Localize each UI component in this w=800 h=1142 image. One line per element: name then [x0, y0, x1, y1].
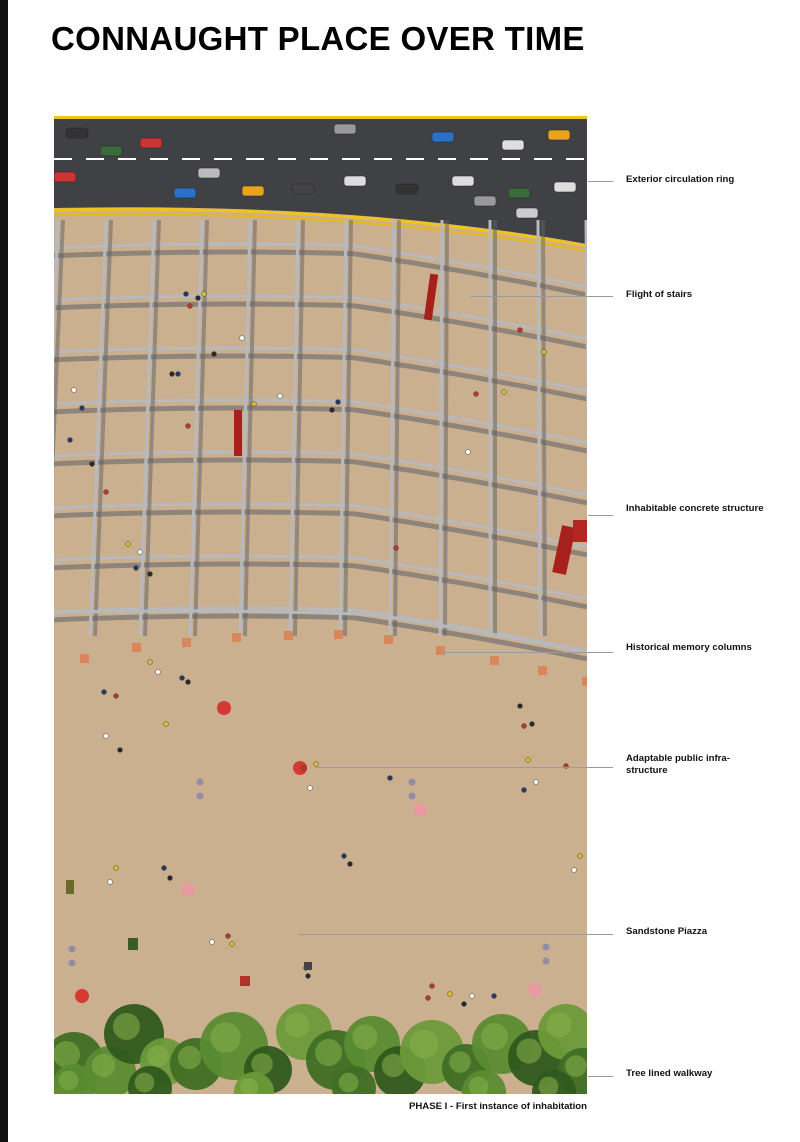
callout-line-tree-lined-walkway [588, 1076, 613, 1077]
person-icon [470, 994, 475, 999]
car-icon [548, 130, 570, 140]
person-icon [212, 352, 217, 357]
seat-marker [543, 958, 550, 965]
person-icon [104, 734, 109, 739]
person-icon [348, 862, 353, 867]
seat-marker [197, 793, 204, 800]
tree-highlight [251, 1053, 273, 1075]
person-icon [148, 572, 153, 577]
person-icon [302, 766, 307, 771]
column-icon [334, 630, 343, 639]
site-plan [54, 116, 587, 1094]
car-icon [334, 124, 356, 134]
person-icon [102, 690, 107, 695]
column-icon [284, 631, 293, 640]
person-icon [474, 392, 479, 397]
person-icon [522, 724, 527, 729]
grid-shadow [543, 220, 545, 636]
person-icon [162, 866, 167, 871]
person-icon [306, 974, 311, 979]
tree-highlight [210, 1022, 241, 1053]
phase-caption: PHASE I - First instance of inhabitation [408, 1101, 587, 1112]
column-icon [232, 633, 241, 642]
person-icon [68, 438, 73, 443]
car-icon [100, 146, 122, 156]
person-icon [518, 328, 523, 333]
tree-highlight [92, 1054, 115, 1077]
person-icon [518, 704, 523, 709]
person-icon [278, 394, 283, 399]
person-icon [196, 296, 201, 301]
person-icon [526, 758, 531, 763]
person-icon [72, 388, 77, 393]
callout-line-inhabitable-concrete-structure [588, 515, 613, 516]
car-icon [396, 184, 418, 194]
person-icon [522, 788, 527, 793]
callout-line-historical-memory-columns [440, 652, 613, 653]
person-icon [108, 880, 113, 885]
tree-highlight [284, 1012, 309, 1037]
person-icon [90, 462, 95, 467]
callout-historical-memory-columns: Historical memory columns [626, 642, 752, 653]
person-icon [336, 400, 341, 405]
person-icon [448, 992, 453, 997]
person-icon [314, 762, 319, 767]
grid-shadow [445, 220, 447, 636]
tree-highlight [54, 1041, 80, 1068]
callout-inhabitable-concrete-structure: Inhabitable concrete structure [626, 503, 764, 514]
grid-column [538, 220, 540, 636]
car-icon [452, 176, 474, 186]
person-icon [534, 780, 539, 785]
person-icon [230, 942, 235, 947]
callout-adaptable-public-infrastructure: Adaptable public infra-structure [626, 753, 730, 776]
person-icon [430, 984, 435, 989]
person-icon [186, 680, 191, 685]
column-icon [80, 654, 89, 663]
callout-line-exterior-circulation-ring [588, 181, 613, 182]
tree-highlight [315, 1039, 342, 1066]
person-icon [210, 940, 215, 945]
page-edge-bar [0, 0, 8, 1142]
person-icon [492, 994, 497, 999]
person-icon [426, 996, 431, 1001]
car-icon [554, 182, 576, 192]
umbrella-icon [217, 701, 231, 715]
tree-highlight [178, 1046, 201, 1069]
callout-line-adaptable-public-infrastructure [316, 767, 613, 768]
person-icon [118, 748, 123, 753]
seat-marker [543, 944, 550, 951]
car-icon [474, 196, 496, 206]
page-title: CONNAUGHT PLACE OVER TIME [51, 20, 585, 57]
person-icon [180, 676, 185, 681]
seat-marker [69, 946, 76, 953]
seat-marker [409, 793, 416, 800]
person-icon [114, 694, 119, 699]
person-icon [156, 670, 161, 675]
person-icon [170, 372, 175, 377]
car-icon [140, 138, 162, 148]
person-icon [466, 450, 471, 455]
person-icon [388, 776, 393, 781]
tree-highlight [59, 1071, 79, 1091]
umbrella-icon [413, 803, 427, 817]
tree-highlight [113, 1013, 140, 1040]
person-icon [188, 304, 193, 309]
person-icon [240, 336, 245, 341]
seat-marker [69, 960, 76, 967]
person-icon [164, 722, 169, 727]
car-icon [242, 186, 264, 196]
column-icon [436, 646, 445, 655]
person-icon [104, 490, 109, 495]
callout-sandstone-piazza: Sandstone Piazza [626, 926, 708, 937]
callout-exterior-circulation-ring: Exterior circulation ring [626, 174, 735, 185]
person-icon [114, 866, 119, 871]
car-icon [174, 188, 196, 198]
umbrella-icon [75, 989, 89, 1003]
car-icon [432, 132, 454, 142]
person-icon [202, 292, 207, 297]
tree-highlight [352, 1024, 377, 1049]
car-icon [344, 176, 366, 186]
callout-flight-of-stairs: Flight of stairs [626, 289, 693, 300]
person-icon [578, 854, 583, 859]
person-icon [394, 546, 399, 551]
person-icon [168, 876, 173, 881]
car-icon [292, 184, 314, 194]
person-icon [126, 542, 131, 547]
tree-highlight [135, 1073, 155, 1093]
seat-marker [409, 779, 416, 786]
grid-column [440, 220, 442, 636]
car-icon [198, 168, 220, 178]
person-icon [148, 660, 153, 665]
person-icon [542, 350, 547, 355]
person-icon [572, 868, 577, 873]
column-icon [582, 677, 587, 686]
column-icon [384, 635, 393, 644]
tree-highlight [546, 1012, 571, 1037]
person-icon [184, 292, 189, 297]
person-icon [462, 1002, 467, 1007]
seat-marker [197, 779, 204, 786]
umbrella-icon [528, 983, 542, 997]
car-icon [508, 188, 530, 198]
person-icon [252, 402, 257, 407]
tree-highlight [339, 1073, 359, 1093]
tree-highlight [147, 1045, 169, 1067]
callout-line-sandstone-piazza [298, 934, 613, 935]
tree-highlight [410, 1030, 439, 1059]
car-icon [66, 128, 88, 138]
tree-highlight [481, 1023, 508, 1050]
column-icon [490, 656, 499, 665]
column-icon [182, 638, 191, 647]
person-icon [330, 408, 335, 413]
callout-line-flight-of-stairs [470, 296, 613, 297]
person-icon [80, 406, 85, 411]
umbrella-icon [181, 883, 195, 897]
column-icon [132, 643, 141, 652]
person-icon [308, 786, 313, 791]
person-icon [176, 372, 181, 377]
person-icon [134, 566, 139, 571]
column-icon [538, 666, 547, 675]
car-icon [516, 208, 538, 218]
person-icon [186, 424, 191, 429]
tree-highlight [565, 1055, 587, 1077]
person-icon [502, 390, 507, 395]
car-icon [54, 172, 76, 182]
car-icon [502, 140, 524, 150]
person-icon [226, 934, 231, 939]
callout-tree-lined-walkway: Tree lined walkway [626, 1068, 713, 1079]
tree-highlight [449, 1051, 471, 1073]
tree-highlight [516, 1038, 541, 1063]
person-icon [138, 550, 143, 555]
person-icon [342, 854, 347, 859]
person-icon [530, 722, 535, 727]
